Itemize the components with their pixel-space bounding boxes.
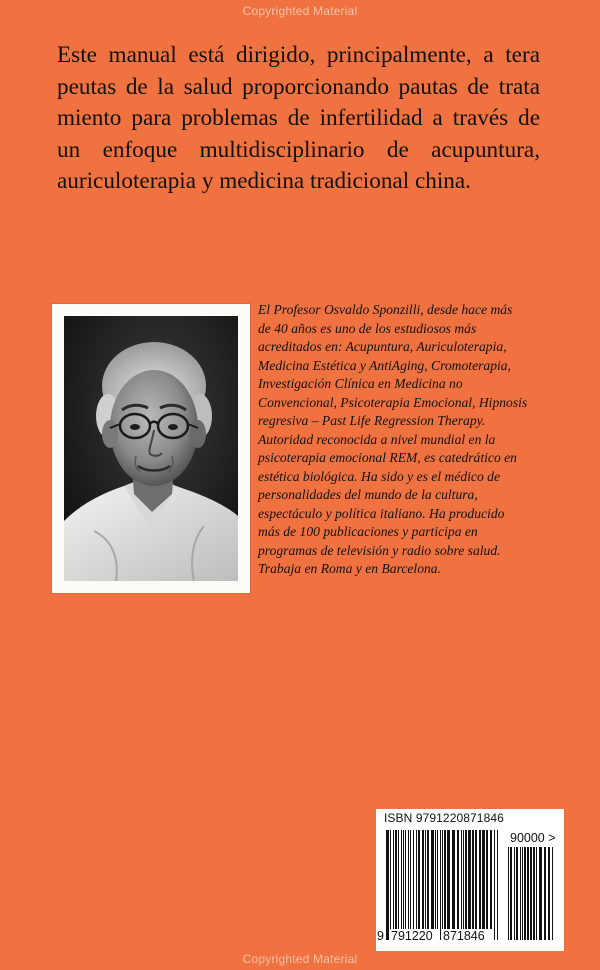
barcode-bar bbox=[490, 830, 492, 929]
bio-line: Autoridad reconocida a nivel mundial en la bbox=[258, 431, 496, 447]
barcode-bar bbox=[475, 830, 477, 929]
barcode-bar bbox=[442, 830, 443, 940]
isbn-digit-group-left: 791220 bbox=[391, 929, 433, 943]
barcode-bars bbox=[386, 830, 498, 940]
barcode-bar bbox=[508, 847, 509, 940]
bio-line: personalidades del mundo de la cultura, bbox=[258, 487, 478, 502]
barcode-bar bbox=[408, 830, 409, 929]
bio-line: de 40 años es uno de los estudiosos más bbox=[258, 320, 477, 336]
barcode-bar bbox=[405, 830, 406, 929]
author-photo-frame bbox=[52, 304, 250, 593]
price-code: 90000 > bbox=[510, 831, 556, 845]
isbn-digit-group-right: 871846 bbox=[443, 929, 485, 943]
blurb-line: auriculoterapia y medicina tradicional china. bbox=[57, 168, 471, 195]
isbn-barcode bbox=[376, 809, 564, 951]
barcode-bar bbox=[452, 830, 455, 929]
bio-line: estética biológica. Ha sido y es el médico de bbox=[258, 468, 500, 484]
barcode-bar bbox=[533, 847, 535, 940]
bio-line: Trabaja en Roma y en Barcelona. bbox=[258, 561, 441, 576]
back-cover-blurb bbox=[57, 40, 540, 198]
barcode-bar bbox=[482, 830, 485, 929]
barcode-bar bbox=[524, 847, 526, 940]
bio-line: Convencional, Psicoterapia Emocional, Hipnosis bbox=[258, 394, 528, 410]
bio-line: Medicina Estética y AntiAging, Cromoterapia, bbox=[258, 357, 511, 373]
barcode-bar bbox=[516, 847, 518, 940]
bio-line: psicoterapia emocional REM, es catedrático en bbox=[258, 450, 517, 465]
barcode-bar bbox=[461, 830, 462, 929]
bio-line: acreditados en: Acupuntura, Auriculoterapia, bbox=[258, 339, 507, 354]
barcode-bar bbox=[416, 830, 417, 929]
barcode-addon-bars bbox=[508, 847, 554, 940]
barcode-bar bbox=[486, 830, 488, 929]
blurb-line: Este manual está dirigido, principalmente, a tera bbox=[57, 42, 540, 68]
barcode-bar bbox=[497, 830, 498, 940]
barcode-bar bbox=[468, 830, 471, 929]
barcode-bar bbox=[401, 830, 402, 929]
author-portrait bbox=[64, 316, 238, 581]
bio-line: regresiva – Past Life Regression Therapy. bbox=[258, 413, 486, 428]
barcode-bar bbox=[539, 847, 542, 940]
barcode-bar bbox=[548, 847, 550, 940]
barcode-bar bbox=[418, 830, 420, 929]
barcode-bar bbox=[427, 830, 429, 929]
blurb-line: peutas de la salud proporcionando pautas de trata bbox=[57, 73, 540, 100]
barcode-bar bbox=[536, 847, 537, 940]
isbn-label: ISBN 9791220871846 bbox=[384, 811, 504, 825]
bio-line: espectáculo y política italiano. Ha producido bbox=[258, 505, 505, 521]
barcode-bar bbox=[410, 830, 411, 929]
barcode-bar bbox=[514, 847, 515, 940]
bio-line: Investigación Clínica en Medicina no bbox=[258, 376, 463, 391]
barcode-bar bbox=[437, 830, 438, 929]
copyright-watermark-bottom: Copyrighted Material bbox=[242, 952, 358, 966]
barcode-bar bbox=[479, 830, 481, 929]
copyright-watermark-top: Copyrighted Material bbox=[242, 4, 358, 18]
bio-line: programas de televisión y radio sobre salud. bbox=[258, 542, 501, 558]
barcode-bar bbox=[425, 830, 426, 929]
barcode-bar bbox=[386, 830, 389, 940]
barcode-bar bbox=[431, 830, 434, 929]
barcode-bar bbox=[395, 830, 397, 929]
bio-line: El Profesor Osvaldo Sponzilli, desde hace más bbox=[258, 302, 513, 317]
barcode-bar bbox=[522, 847, 523, 940]
barcode-bar bbox=[457, 830, 459, 929]
barcode-bar bbox=[444, 830, 446, 940]
barcode-bar bbox=[552, 847, 553, 940]
barcode-bar bbox=[472, 830, 474, 929]
barcode-bar bbox=[520, 847, 521, 940]
barcode-bar bbox=[393, 830, 394, 929]
barcode-bar bbox=[435, 830, 436, 929]
blurb-line: miento para problemas de infertilidad a través de bbox=[57, 105, 540, 132]
isbn-digit-prefix: 9 bbox=[377, 929, 384, 943]
barcode-bar bbox=[398, 830, 399, 929]
barcode-bar bbox=[465, 830, 467, 929]
barcode-bar bbox=[440, 830, 441, 940]
barcode-bar bbox=[494, 830, 495, 940]
barcode-bar bbox=[447, 830, 450, 929]
barcode-bar bbox=[390, 830, 391, 929]
barcode-bar bbox=[510, 847, 512, 940]
barcode-bar bbox=[403, 830, 404, 929]
barcode-bar bbox=[544, 847, 546, 940]
author-portrait-graphic bbox=[64, 316, 238, 581]
bio-line: más de 100 publicaciones y participa en bbox=[258, 524, 478, 539]
blurb-line: un enfoque multidisciplinario de acupuntura, bbox=[57, 136, 540, 163]
barcode-bar bbox=[413, 830, 414, 929]
barcode-bar bbox=[463, 830, 464, 929]
author-bio bbox=[258, 301, 548, 579]
barcode-bar bbox=[422, 830, 424, 929]
barcode-bar bbox=[527, 847, 529, 940]
barcode-bar bbox=[530, 847, 532, 940]
